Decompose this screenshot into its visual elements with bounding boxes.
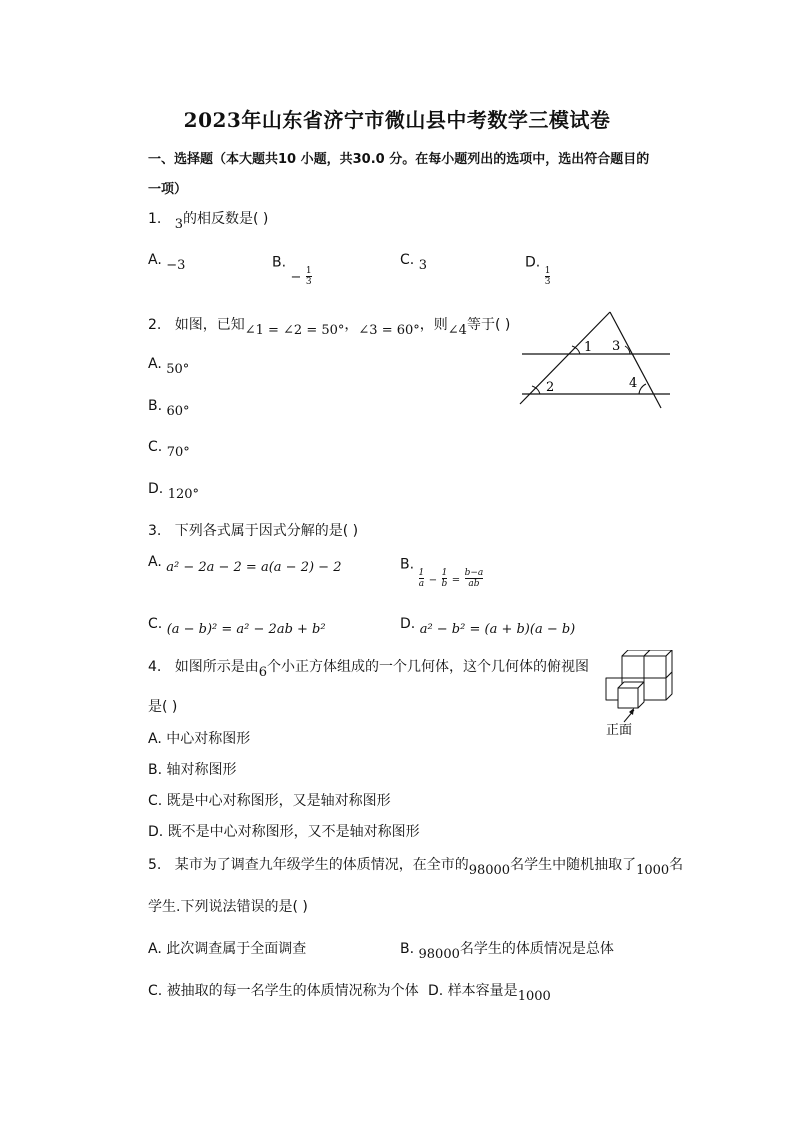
- option-label: B.: [148, 762, 163, 778]
- q2-text-pre: 如图，已知: [174, 317, 245, 333]
- question-number: 1.: [148, 211, 162, 227]
- question-1: [148, 208, 269, 232]
- q1-variable: 3: [174, 217, 183, 232]
- option-value: 轴对称图形: [166, 762, 237, 778]
- angle-label-1: 1: [584, 340, 593, 355]
- fraction: [442, 568, 448, 589]
- angle-arc-4: [639, 384, 646, 394]
- section-heading-line1: 一、选择题（本大题共10 小题，共30.0 分。在每小题列出的选项中，选出符合题目的: [148, 152, 650, 167]
- q5-option-d: [428, 980, 551, 1004]
- option-label: D.: [400, 616, 416, 632]
- q3-option-a: [148, 554, 342, 575]
- q5-text-mid: 名学生中随机抽取了: [510, 857, 637, 873]
- q4-option-c: [148, 790, 391, 810]
- q3-option-b: [400, 554, 484, 589]
- transversal-left: [520, 312, 610, 404]
- q4-text-post: 个小正方体组成的一个几何体，这个几何体的俯视图: [267, 659, 589, 675]
- q3-option-c: [148, 616, 326, 637]
- numerator: 1: [544, 266, 551, 276]
- q1-option-c: [400, 252, 427, 273]
- angle-label-2: 2: [546, 380, 555, 395]
- option-label: C.: [148, 793, 163, 809]
- option-value: a² − 2a − 2 = a(a − 2) − 2: [166, 560, 342, 575]
- q5-text-pre: 某市为了调查九年级学生的体质情况，在全市的: [174, 857, 469, 873]
- option-label: D.: [148, 481, 164, 497]
- q1-text: 的相反数是( ): [183, 211, 269, 227]
- q1-option-a: [148, 252, 186, 273]
- q4-option-b: [148, 759, 237, 779]
- denominator: a: [418, 579, 425, 589]
- option-label: D.: [428, 983, 444, 999]
- angle-label-4: 4: [629, 376, 638, 391]
- q5-option-a: [148, 938, 306, 958]
- question-number: 4.: [148, 659, 162, 675]
- q2-text-post: 等于( ): [466, 317, 511, 333]
- option-label: C.: [148, 439, 163, 455]
- option-value: 60°: [166, 404, 190, 419]
- q2-option-d: [148, 481, 200, 502]
- option-label: B.: [148, 398, 163, 414]
- q5-text-end: 名: [669, 857, 684, 873]
- option-label: C.: [148, 616, 163, 632]
- option-value: 120°: [167, 487, 200, 502]
- option-label: B.: [400, 941, 415, 957]
- question-number: 3.: [148, 523, 162, 539]
- option-value: 3: [418, 258, 427, 273]
- option-value: 中心对称图形: [166, 731, 251, 747]
- question-5: [148, 854, 684, 878]
- minus-sign: −: [290, 269, 302, 285]
- q5-option-b: [400, 938, 614, 962]
- option-label: A.: [148, 356, 162, 372]
- page-title: 2023年山东省济宁市微山县中考数学三模试卷: [183, 108, 611, 132]
- q2-option-a: [148, 356, 190, 377]
- q2-expr3: ∠4: [447, 323, 467, 338]
- denominator: ab: [468, 579, 480, 589]
- question-4: [148, 656, 589, 680]
- q5-number-1: 98000: [468, 863, 511, 878]
- q4-text-pre: 如图所示是由: [174, 659, 259, 675]
- q4-cube-figure: [600, 650, 680, 742]
- option-value: 50°: [166, 362, 190, 377]
- q2-option-b: [148, 398, 190, 419]
- option-value: 名学生的体质情况是总体: [459, 941, 614, 957]
- q4-line2: 是( ): [148, 699, 178, 715]
- option-value: 既不是中心对称图形，又不是轴对称图形: [167, 824, 420, 840]
- option-label: A.: [148, 554, 162, 570]
- fraction: [465, 568, 484, 589]
- denominator: 3: [305, 277, 312, 287]
- option-number: 98000: [418, 947, 460, 962]
- option-label: A.: [148, 731, 162, 747]
- option-label: A.: [148, 941, 162, 957]
- numerator: 1: [418, 568, 425, 578]
- q2-figure: [518, 308, 674, 412]
- q4-option-a: [148, 728, 250, 748]
- numerator: 1: [305, 266, 312, 276]
- option-label: D.: [525, 254, 541, 271]
- numerator: 1: [441, 568, 448, 578]
- option-label: D.: [148, 824, 164, 840]
- cube-figure-caption: 正面: [606, 723, 633, 738]
- arrow-head: [629, 708, 634, 715]
- option-value: [544, 266, 551, 287]
- option-value: 70°: [166, 445, 190, 460]
- question-number: 5.: [148, 857, 162, 873]
- angle-label-3: 3: [612, 339, 621, 354]
- option-value: 此次调查属于全面调查: [166, 941, 307, 957]
- option-value: −3: [166, 258, 186, 273]
- q2-option-c: [148, 439, 190, 460]
- option-label: B.: [400, 556, 415, 573]
- option-label: C.: [148, 983, 163, 999]
- option-value: [418, 568, 484, 589]
- q4-count: 6: [258, 665, 267, 680]
- section-heading: [148, 145, 678, 205]
- q2-expr2: ∠3 = 60°: [358, 323, 420, 338]
- question-2: [148, 314, 511, 338]
- q5-line2: 学生.下列说法错误的是( ): [148, 899, 308, 915]
- numerator: b−a: [464, 568, 484, 578]
- q2-sep: ，: [344, 317, 359, 333]
- cube-face: [644, 678, 666, 700]
- option-value: (a − b)² = a² − 2ab + b²: [166, 622, 326, 637]
- option-value: [290, 266, 312, 287]
- q1-option-d: [525, 252, 551, 287]
- q5-number-2: 1000: [636, 863, 670, 878]
- option-label: B.: [272, 254, 287, 271]
- option-number: 1000: [517, 989, 551, 1004]
- q1-option-b: [272, 252, 312, 287]
- cube-face: [622, 656, 644, 678]
- fraction: [419, 568, 425, 589]
- q2-text-mid: ，则: [419, 317, 448, 333]
- option-value: 被抽取的每一名学生的体质情况称为个体: [166, 983, 419, 999]
- q3-text: 下列各式属于因式分解的是( ): [174, 523, 359, 539]
- question-number: 2.: [148, 317, 162, 333]
- option-label: A.: [148, 252, 162, 268]
- q5-option-c: [148, 980, 419, 1000]
- option-value: 既是中心对称图形，又是轴对称图形: [166, 793, 391, 809]
- q2-expr1: ∠1 = ∠2 = 50°: [244, 323, 345, 338]
- equals-sign: =: [451, 574, 461, 586]
- option-value: a² − b² = (a + b)(a − b): [419, 622, 576, 637]
- section-heading-line2: 一项）: [148, 182, 188, 197]
- question-3: [148, 520, 358, 540]
- minus-sign: −: [428, 574, 438, 586]
- option-label: C.: [400, 252, 415, 268]
- q4-option-d: [148, 821, 420, 841]
- cube-face: [618, 688, 638, 708]
- q3-option-d: [400, 616, 576, 637]
- cube-face: [644, 656, 666, 678]
- denominator: 3: [544, 277, 551, 287]
- option-value: 样本容量是: [447, 983, 518, 999]
- fraction: [306, 266, 312, 287]
- denominator: b: [441, 579, 448, 589]
- fraction: [545, 266, 551, 287]
